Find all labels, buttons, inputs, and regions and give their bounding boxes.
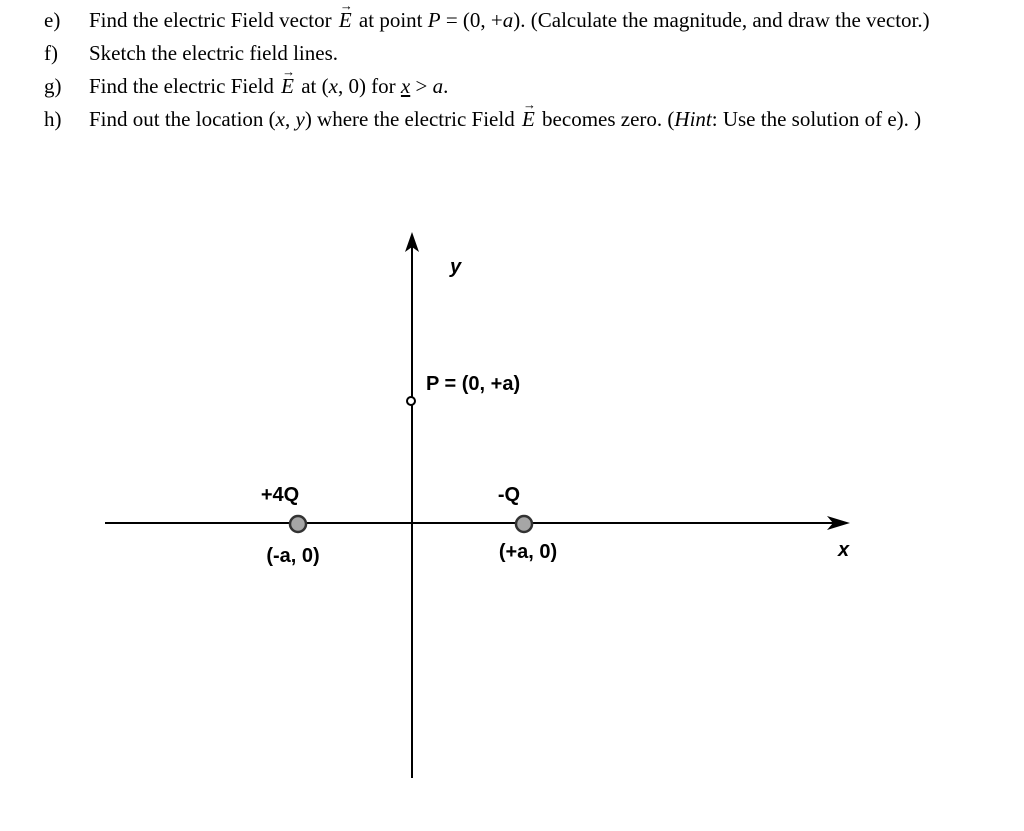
- vector-e-symbol: → E: [281, 74, 294, 99]
- charge-left-coords: (-a, 0): [266, 545, 320, 567]
- variable-a: a: [432, 74, 444, 98]
- text: Find out the location (: [89, 107, 276, 131]
- point-p-marker: [407, 397, 415, 405]
- charge-left-value: +4Q: [260, 484, 300, 506]
- question-text: Sketch the electric field lines.: [89, 41, 338, 65]
- x-axis-label: x: [838, 539, 850, 561]
- question-label: e): [44, 8, 61, 32]
- text: : Use the solution of e). ): [711, 107, 922, 131]
- hint-word: Hint: [674, 107, 712, 131]
- vector-e-symbol: → E: [339, 8, 352, 33]
- charge-right-coords: (+a, 0): [498, 541, 558, 563]
- variable-x: x: [328, 74, 338, 98]
- text: .: [443, 74, 449, 98]
- question-label: g): [44, 74, 62, 98]
- charge-right-marker: [516, 516, 532, 532]
- variable-x: x: [275, 107, 285, 131]
- vector-e-symbol: → E: [522, 107, 535, 132]
- y-axis-label: y: [450, 256, 462, 278]
- point-symbol: P: [427, 8, 441, 32]
- text: = (0, +: [440, 8, 503, 32]
- text: ,: [284, 107, 296, 131]
- variable-x-underlined: x: [400, 74, 411, 98]
- question-label: h): [44, 107, 62, 131]
- text: ) where the electric Field: [304, 107, 520, 131]
- text: Find the electric Field: [89, 74, 280, 98]
- text: ). (Calculate the magnitude, and draw the vector.): [513, 8, 930, 32]
- text: at point: [353, 8, 428, 32]
- text: becomes zero. (: [536, 107, 675, 131]
- charge-left-marker: [290, 516, 306, 532]
- text: >: [410, 74, 433, 98]
- variable-y: y: [295, 107, 305, 131]
- point-p-label: P = (0, +a): [426, 373, 521, 395]
- question-label: f): [44, 41, 58, 65]
- charge-right-value: -Q: [497, 484, 521, 506]
- text: at (: [295, 74, 329, 98]
- text: Find the electric Field vector: [89, 8, 337, 32]
- variable-a: a: [502, 8, 514, 32]
- text: , 0) for: [337, 74, 401, 98]
